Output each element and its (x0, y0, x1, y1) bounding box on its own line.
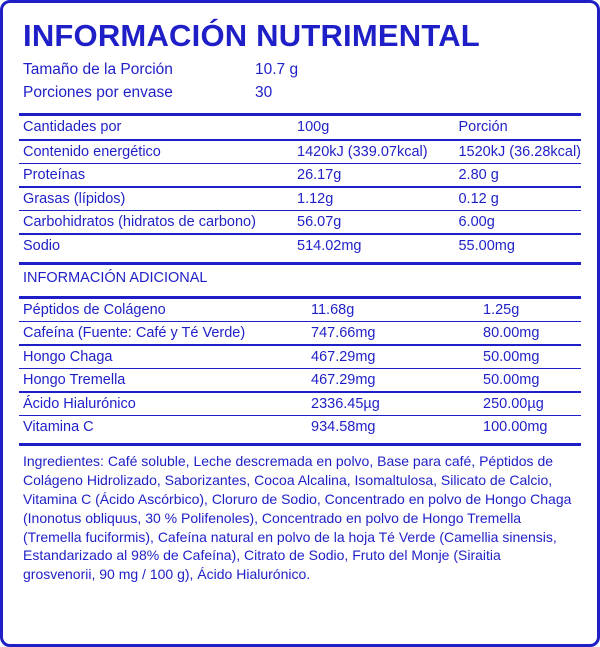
row-portion: 80.00mg (483, 325, 540, 342)
row-per-100g: 26.17g (297, 167, 342, 184)
row-portion: 50.00mg (483, 348, 540, 365)
ingredients-text (23, 452, 577, 584)
header-portion: Porción (458, 119, 508, 136)
ingredients-label: Ingredientes: (23, 453, 104, 470)
row-name: Grasas (lípidos) (23, 190, 126, 207)
row-per-100g: 11.68g (311, 301, 355, 318)
servings-per-container-label: Porciones por envase (23, 83, 173, 101)
serving-size-label: Tamaño de la Porción (23, 61, 173, 79)
additional-info-table (19, 265, 581, 291)
additional-rows-table (19, 299, 581, 439)
servings-per-container-row (23, 82, 581, 104)
table-row (19, 369, 581, 391)
divider-thick-ingredients (19, 443, 581, 446)
row-name: Carbohidratos (hidratos de carbono) (23, 214, 256, 231)
row-name: Sodio (23, 237, 61, 254)
row-name: Proteínas (23, 167, 86, 184)
row-portion: 55.00mg (458, 237, 515, 254)
row-name: Vitamina C (23, 419, 94, 436)
servings-per-container-value: 30 (255, 83, 273, 101)
table-row (19, 164, 581, 186)
row-per-100g: 467.29mg (311, 348, 376, 365)
row-name: Hongo Tremella (23, 372, 126, 389)
row-portion: 2.80 g (458, 167, 499, 184)
serving-size-value: 10.7 g (255, 61, 299, 79)
row-per-100g: 1.12g (297, 190, 334, 207)
row-portion: 0.12 g (458, 190, 499, 207)
row-name: Hongo Chaga (23, 348, 113, 365)
ingredients-body: Café soluble, Leche descremada en polvo, Base para café, Péptidos de Colágeno Hidrolizado, Saborizantes, Cocoa Alcalina, Isomaltulosa, Silicato de Calcio, Vitamina C (Ácido Ascórbico), Cloruro de Sodio, Concentrado en polvo de Hongo Chaga (Inonotus obliquus, 30 % Polifenoles), Concentrado en polvo de Hongo Tremella (Tremella fuciformis), Cafeína natural en polvo de la hoja Té Verde (Camellia sinensis, Estandarizado al 98% de Cafeína), Citrato de Sodio, Fruto del Monje (Siraitia grosvenorii, 90 mg / 100 g), Ácido Hialurónico. (23, 453, 572, 583)
serving-info (23, 59, 581, 104)
additional-info-title-row (19, 265, 581, 291)
row-per-100g: 2336.45µg (311, 395, 380, 412)
row-name: Ácido Hialurónico (23, 395, 136, 412)
row-name: Contenido energético (23, 143, 161, 160)
table-header-row (19, 116, 581, 139)
serving-size-row (23, 59, 581, 81)
row-portion: 250.00µg (483, 395, 544, 412)
row-per-100g: 747.66mg (311, 325, 376, 342)
row-portion: 1.25g (483, 301, 520, 318)
row-per-100g: 1420kJ (339.07kcal) (297, 143, 428, 160)
table-row (19, 188, 581, 210)
table-row (19, 416, 581, 438)
row-name: Péptidos de Colágeno (23, 301, 166, 318)
row-per-100g: 934.58mg (311, 419, 376, 436)
row-per-100g: 56.07g (297, 214, 342, 231)
row-name: Cafeína (Fuente: Café y Té Verde) (23, 325, 246, 342)
page-title: INFORMACIÓN NUTRIMENTAL (23, 18, 480, 53)
table-row (19, 346, 581, 368)
header-per-100g: 100g (297, 119, 330, 136)
table-row (19, 141, 581, 163)
row-portion: 100.00mg (483, 419, 548, 436)
nutrition-table (19, 116, 581, 257)
row-portion: 1520kJ (36.28kcal) (458, 143, 581, 160)
row-portion: 6.00g (458, 214, 495, 231)
table-row (19, 235, 581, 257)
table-row (19, 211, 581, 233)
header-amounts-per: Cantidades por (23, 119, 122, 136)
table-row (19, 299, 581, 321)
additional-info-title: INFORMACIÓN ADICIONAL (23, 269, 208, 286)
table-row (19, 322, 581, 344)
row-portion: 50.00mg (483, 372, 540, 389)
row-per-100g: 467.29mg (311, 372, 376, 389)
table-row (19, 393, 581, 415)
row-per-100g: 514.02mg (297, 237, 362, 254)
